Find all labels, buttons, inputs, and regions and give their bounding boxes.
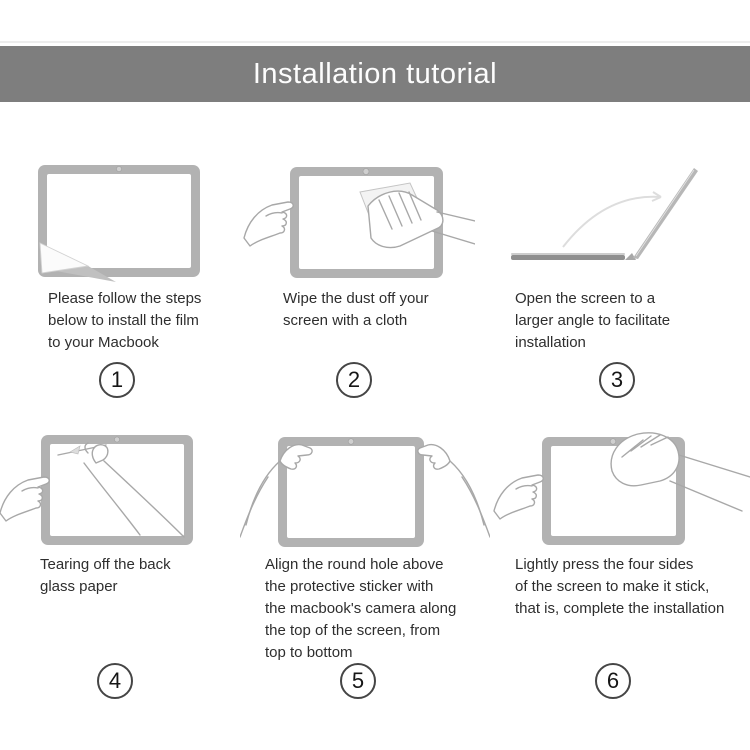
step6-number-badge: 6: [595, 663, 631, 699]
step4-caption: [40, 554, 171, 598]
camera-icon: [363, 169, 369, 175]
camera-icon: [348, 439, 354, 445]
laptop-base-highlight: [511, 253, 625, 255]
laptop-base: [511, 255, 625, 260]
step1-number-badge: 1: [99, 362, 135, 398]
caption-line: the macbook's camera along: [265, 600, 457, 617]
caption-line: the protective sticker with: [265, 578, 434, 595]
caption-line: of the screen to make it stick,: [515, 578, 710, 595]
step2-illustration: [240, 150, 475, 290]
step4-number-badge: 4: [97, 663, 133, 699]
caption-line: larger angle to facilitate: [515, 312, 671, 329]
step5-number-badge: 5: [340, 663, 376, 699]
caption-line: Tearing off the back: [40, 556, 171, 573]
step2-caption: [283, 288, 429, 332]
caption-line: the top of the screen, from: [265, 622, 441, 639]
caption-line: Align the round hole above: [265, 556, 444, 573]
caption-line: to your Macbook: [48, 334, 159, 351]
step1-caption: [48, 288, 201, 354]
left-hand-icon: [494, 475, 543, 519]
step3-illustration: [495, 155, 730, 285]
open-laptop-icon: [495, 155, 730, 280]
screen-glass: [50, 444, 184, 536]
caption-line: Wipe the dust off your: [283, 290, 429, 307]
right-hand-icon: [418, 445, 490, 537]
camera-icon: [116, 166, 121, 171]
caption-line: glass paper: [40, 578, 118, 595]
camera-icon: [114, 437, 119, 442]
caption-line: installation: [515, 334, 586, 351]
step5-caption: [265, 554, 456, 664]
step1-illustration: [30, 155, 220, 290]
caption-line: Open the screen to a: [515, 290, 656, 307]
banner-top-hairline: [0, 41, 750, 43]
caption-line: that is, complete the installation: [515, 600, 725, 617]
align-film-icon: [240, 415, 490, 555]
caption-line: screen with a cloth: [283, 312, 408, 329]
screen-glass: [47, 174, 191, 268]
press-sides-icon: [490, 415, 750, 555]
caption-line: below to install the film: [48, 312, 199, 329]
step3-caption: [515, 288, 670, 354]
screen-glass: [287, 446, 415, 538]
step3-number-badge: 3: [599, 362, 635, 398]
left-hand-icon: [244, 202, 293, 246]
step6-illustration: [490, 415, 750, 560]
camera-icon: [610, 439, 616, 445]
step2-number-badge: 2: [336, 362, 372, 398]
peeled-film-icon: [30, 155, 220, 285]
laptop-screen-edge: [636, 170, 694, 256]
step4-illustration: [0, 415, 245, 560]
caption-line: top to bottom: [265, 644, 353, 661]
tutorial-banner: [0, 46, 750, 102]
page-title: Installation tutorial: [252, 57, 498, 90]
step6-caption: [515, 554, 724, 620]
step5-illustration: [240, 415, 490, 560]
wipe-screen-icon: [240, 150, 475, 285]
caption-line: Lightly press the four sides: [515, 556, 694, 573]
caption-line: Please follow the steps: [48, 290, 202, 307]
tear-backing-icon: [0, 415, 245, 555]
